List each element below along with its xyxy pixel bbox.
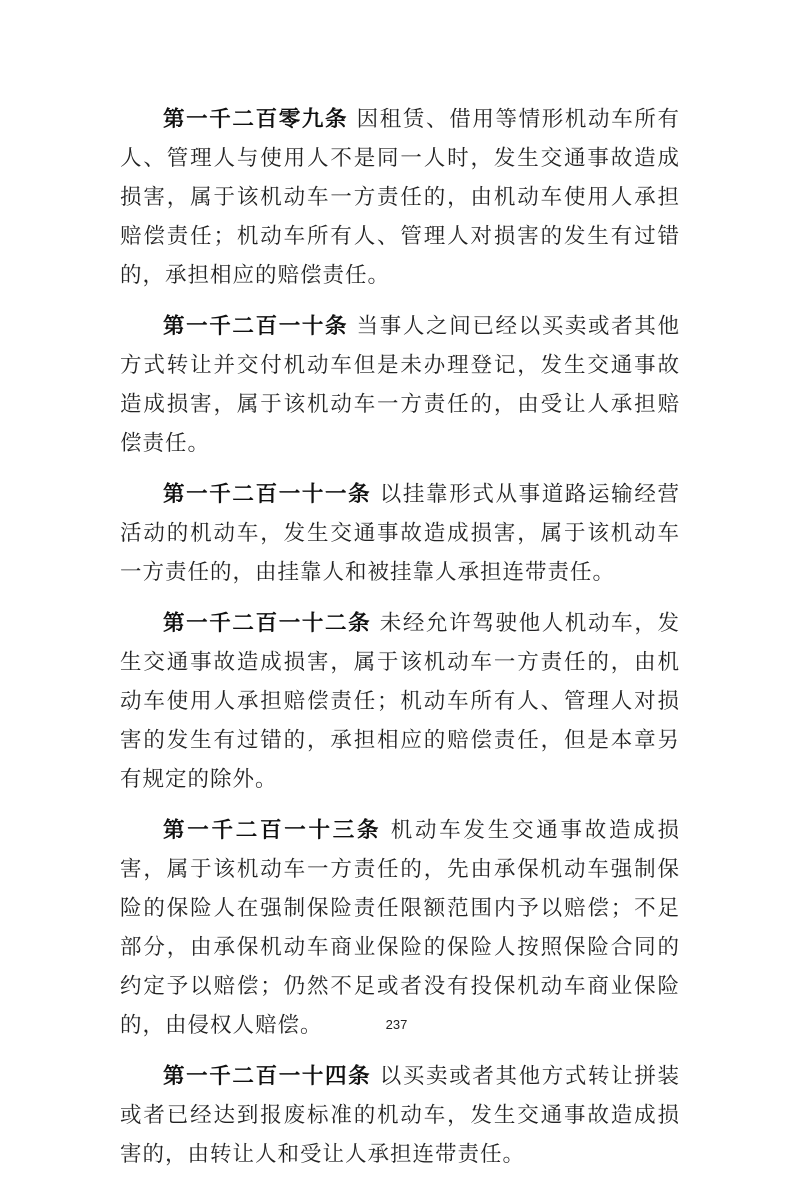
article-title: 第一千二百一十一条 — [163, 482, 372, 507]
article-title: 第一千二百一十二条 — [163, 611, 372, 636]
article-body: 以挂靠形式从事道路运输经营活动的机动车，发生交通事故造成损害，属于该机动车一方责任的，由挂靠人和被挂靠人承担连带责任。 — [120, 482, 680, 585]
article-body: 未经允许驾驶他人机动车，发生交通事故造成损害，属于该机动车一方责任的，由机动车使用人承担赔偿责任；机动车所有人、管理人对损害的发生有过错的，承担相应的赔偿责任，但是本章另有规定的除外。 — [120, 611, 680, 792]
article-1212 — [120, 604, 680, 799]
page-number: 237 — [385, 1017, 408, 1032]
article-body: 因租赁、借用等情形机动车所有人、管理人与使用人不是同一人时，发生交通事故造成损害，属于该机动车一方责任的，由机动车使用人承担赔偿责任；机动车所有人、管理人对损害的发生有过错的，承担相应的赔偿责任。 — [120, 107, 680, 288]
article-1214 — [120, 1057, 680, 1174]
article-1213 — [120, 811, 680, 1045]
article-1209 — [120, 100, 680, 295]
article-title: 第一千二百零九条 — [163, 107, 349, 132]
article-body: 以买卖或者其他方式转让拼装或者已经达到报废标准的机动车，发生交通事故造成损害的，由转让人和受让人承担连带责任。 — [120, 1064, 680, 1167]
article-body: 机动车发生交通事故造成损害，属于该机动车一方责任的，先由承保机动车强制保险的保险人在强制保险责任限额范围内予以赔偿；不足部分，由承保机动车商业保险的保险人按照保险合同的约定予以赔偿；仍然不足或者没有投保机动车商业保险的，由侵权人赔偿。 — [120, 818, 680, 1038]
article-1211 — [120, 475, 680, 592]
article-title: 第一千二百一十四条 — [163, 1064, 372, 1089]
article-title: 第一千二百一十条 — [163, 314, 349, 339]
article-body: 当事人之间已经以买卖或者其他方式转让并交付机动车但是未办理登记，发生交通事故造成损害，属于该机动车一方责任的，由受让人承担赔偿责任。 — [120, 314, 680, 456]
article-1210 — [120, 307, 680, 463]
article-title: 第一千二百一十三条 — [163, 818, 382, 843]
